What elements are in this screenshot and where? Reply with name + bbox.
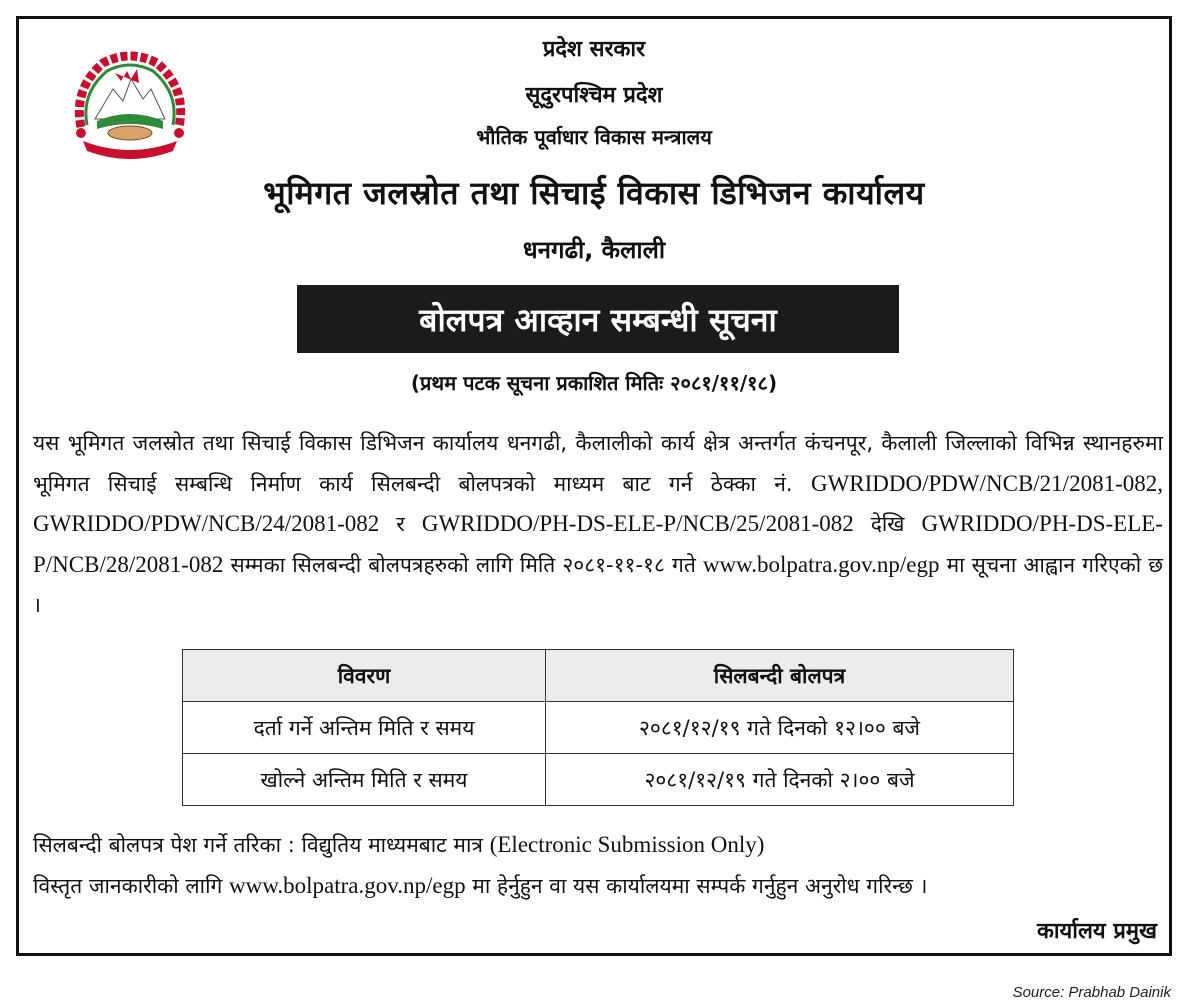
bolpatra-url: www.bolpatra.gov.np/egp	[702, 551, 940, 577]
notice-title-banner	[297, 285, 899, 353]
table-cell-value: २०८१/१२/१९ गते दिनको १२।०० बजे	[546, 702, 1014, 754]
table-cell-value: २०८१/१२/१९ गते दिनको २।०० बजे	[546, 754, 1014, 806]
table-header-sealed-bid: सिलबन्दी बोलपत्र	[546, 650, 1014, 702]
notice-paragraph	[33, 423, 1163, 626]
contract-number-2: GWRIDDO/PDW/NCB/24/2081-082	[33, 511, 380, 536]
source-credit: Source: Prabhab Dainik	[1012, 984, 1171, 1001]
notice-title: बोलपत्र आव्हान सम्बन्धी सूचना	[419, 300, 777, 339]
submission-method-label: सिलबन्दी बोलपत्र पेश गर्ने तरिका : विद्युतिय माध्यमबाट मात्र	[33, 833, 484, 857]
table-header-row	[183, 650, 1014, 702]
office-location: धनगढी, कैलाली	[522, 236, 666, 264]
conjunction-and: र	[396, 512, 405, 536]
conjunction-from: देखि	[870, 512, 905, 536]
office-title: भूमिगत जलस्रोत तथा सिचाई विकास डिभिजन कार्यालय	[263, 174, 925, 212]
table-row	[183, 754, 1014, 806]
header-line-ministry: भौतिक पूर्वाधार विकास मन्त्रालय	[476, 125, 712, 149]
more-info-url: www.bolpatra.gov.np/egp	[229, 873, 466, 898]
submission-method-english: (Electronic Submission Only)	[489, 832, 765, 857]
table-cell-label: खोल्ने अन्तिम मिति र समय	[183, 754, 546, 806]
more-info-prefix: विस्तृत जानकारीको लागि	[33, 874, 223, 898]
more-info-suffix: मा हेर्नुहुन वा यस कार्यालयमा सम्पर्क गर्नुहुन अनुरोध गरिन्छ ।	[472, 874, 928, 898]
header-line-province: सूदुरपश्चिम प्रदेश	[525, 83, 663, 108]
more-info-line	[33, 872, 1163, 900]
tender-schedule-table	[182, 649, 1014, 806]
table-header-description: विवरण	[183, 650, 546, 702]
contract-number-1: GWRIDDO/PDW/NCB/21/2081-082,	[810, 470, 1163, 496]
table-cell-label: दर्ता गर्ने अन्तिम मिति र समय	[183, 702, 546, 754]
contract-number-3: GWRIDDO/PH-DS-ELE-P/NCB/25/2081-082	[421, 511, 854, 536]
paragraph-intro: यस भूमिगत जलस्रोत तथा सिचाई विकास डिभिजन कार्यालय धनगढी, कैलालीको कार्य क्षेत्र अन्तर्गत कंचनपूर, कैलाली जिल्लाको विभिन्न स्थानहरुमा भूमिगत सिचाई सम्बन्धि निर्माण कार्य सिलबन्दी बोलपत्रको माध्यम बाट गर्न ठेक्का नं.	[33, 431, 1163, 496]
submission-method-line	[33, 831, 1163, 859]
paragraph-end: मा सूचना आह्वान गरिएको छ ।	[33, 552, 1163, 617]
publish-date: (प्रथम पटक सूचना प्रकाशित मितिः २०८१/११/१८)	[410, 371, 778, 395]
paragraph-middle: सम्मका सिलबन्दी बोलपत्रहरुको लागि मिति २०८१-११-१८ गते	[230, 552, 696, 577]
signature-office-chief: कार्यालय प्रमुख	[1036, 919, 1157, 944]
header-line-government: प्रदेश सरकार	[542, 37, 646, 62]
notice-frame	[16, 16, 1172, 956]
contract-number-4: GWRIDDO/PH-DS-ELE-P/NCB/28/2081-082	[33, 511, 1163, 577]
table-row	[183, 702, 1014, 754]
